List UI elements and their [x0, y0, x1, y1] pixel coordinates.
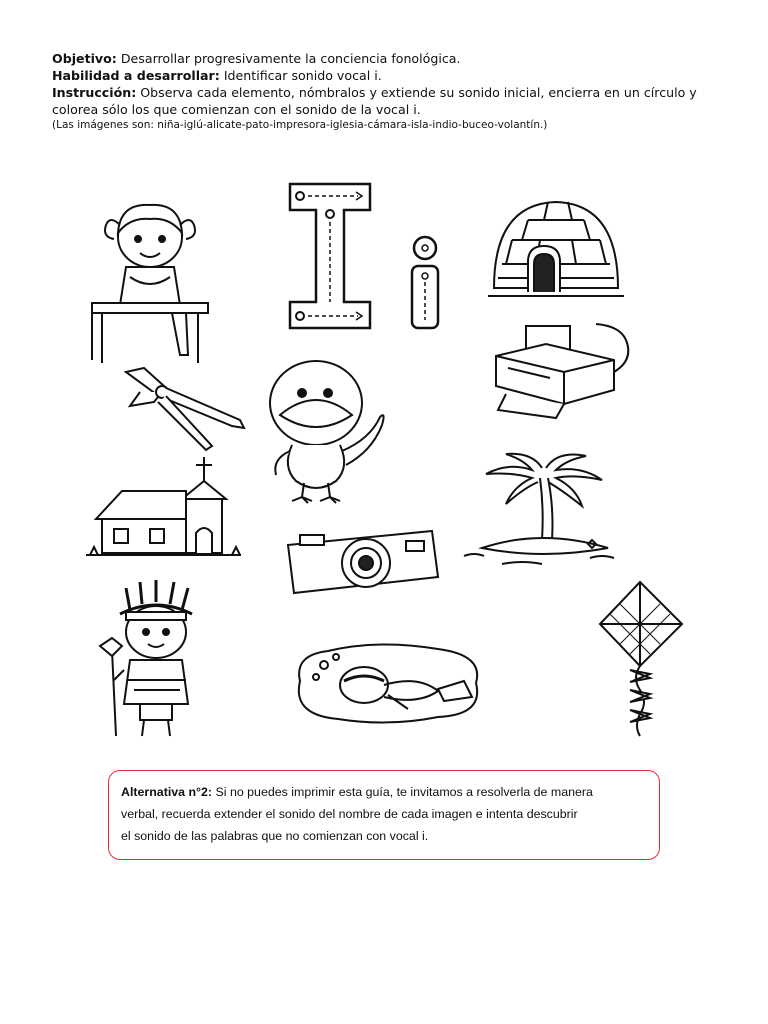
duck-picture	[262, 355, 392, 510]
alternative-box	[108, 770, 660, 860]
pliers-picture	[120, 362, 250, 452]
alternative-label: Alternativa n°2:	[121, 785, 213, 799]
kite-picture	[598, 578, 688, 738]
lowercase-i-picture	[404, 234, 446, 334]
diving-picture	[288, 635, 488, 727]
skill-label: Habilidad a desarrollar:	[52, 68, 220, 83]
skill-line	[52, 67, 742, 84]
images-note: (Las imágenes son: niña-iglú-alicate-pato-impresora-iglesia-cámara-isla-indio-buceo-volantín.)	[52, 119, 548, 131]
objective-text: Desarrollar progresivamente la conciencia fonológica.	[120, 51, 461, 66]
instruction-line-2: colorea sólo los que comienzan con el sonido de la vocal i.	[52, 102, 421, 117]
island-picture	[462, 448, 622, 568]
printer-picture	[486, 320, 636, 420]
alternative-line-1: Si no puedes imprimir esta guía, te invitamos a resolverla de manera	[215, 785, 593, 799]
alternative-line-2: verbal, recuerda extender el sonido del nombre de cada imagen e intenta descubrir	[121, 807, 578, 821]
church-picture	[86, 455, 241, 560]
instruction-line	[52, 84, 742, 101]
instruction-label: Instrucción:	[52, 85, 137, 100]
igloo-picture	[488, 192, 624, 304]
worksheet-header	[52, 50, 742, 133]
native-boy-picture	[90, 580, 220, 740]
capital-i-picture	[282, 178, 380, 334]
alternative-line-3: el sonido de las palabras que no comienzan con vocal i.	[121, 829, 429, 843]
instruction-text: Observa cada elemento, nómbralos y extiende su sonido inicial, encierra en un círculo y	[140, 85, 697, 100]
objective-label: Objetivo:	[52, 51, 117, 66]
skill-text: Identificar sonido vocal i.	[223, 68, 382, 83]
girl-picture	[80, 195, 220, 365]
alternative-text	[121, 781, 649, 847]
objective-line	[52, 50, 742, 67]
camera-picture	[282, 525, 442, 597]
